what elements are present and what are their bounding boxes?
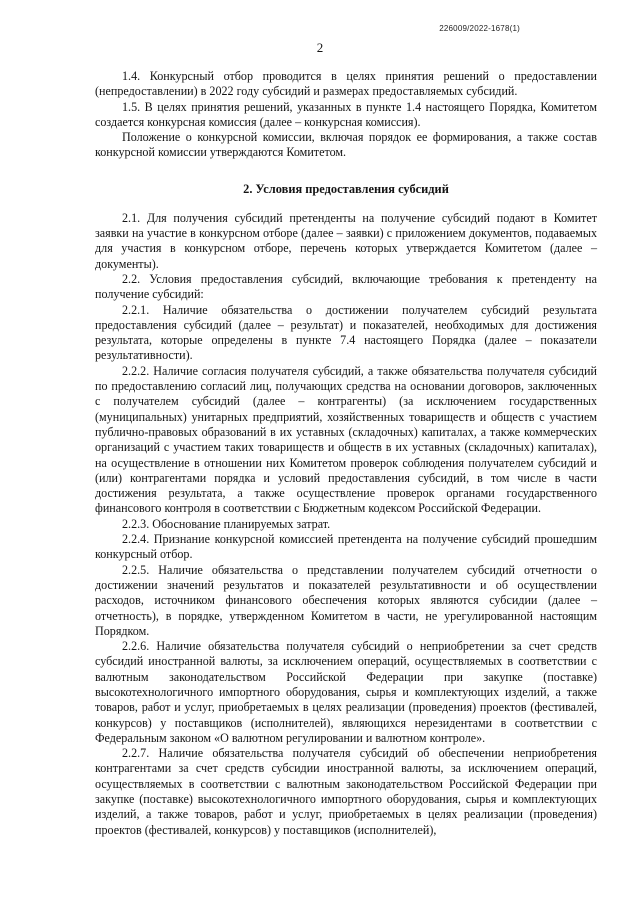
document-body [95,69,597,838]
paragraph-2-2: 2.2. Условия предоставления субсидий, включающие требования к претенденту на получение субсидий: [95,271,597,302]
paragraph-2-2-1: 2.2.1. Наличие обязательства о достижении получателем субсидий результата предоставления субсидий (далее – результат) и показателей, необходимых для достижения результата, которые определены в пункте 7.4 настоящего Порядка (далее – показатели результативности). [95,302,597,363]
paragraph-2-2-6: 2.2.6. Наличие обязательства получателя субсидий о неприобретении за счет средств субсидий иностранной валюты, за исключением операций, осуществляемых в соответствии с валютным законодательством Российской Федерации при закупке (поставке) высокотехнологичного импортного оборудования, сырья и комплектующих изделий, а также товаров, работ и услуг, приобретаемых в целях реализации (проведения) проектов (фестивалей, конкурсов) у поставщиков (исполнителей), являющихся нерезидентами в соответствии с Федеральным законом «О валютном регулировании и валютном контроле». [95,639,597,745]
page-number: 2 [316,40,324,55]
section-title: 2. Условия предоставления субсидий [243,181,449,196]
paragraph-2-2-2: 2.2.2. Наличие согласия получателя субсидий, а также обязательства получателя субсидий по предоставлению согласий лиц, получающих средства на основании договоров, заключенных с получателем субсидий (далее – контрагенты) (за исключением государственных (муниципальных) унитарных предприятий, хозяйственных товариществ и обществ с участием публично-правовых образований в их уставных (складочных) капиталах, а также коммерческих организаций с участием таких товариществ и обществ в их уставных (складочных) капиталах), на осуществление в отношении них Комитетом проверок соблюдения получателем субсидий и (или) контрагентами порядка и условий предоставления субсидий, в том числе в части достижения результата, а также осуществление проверок органами государственного финансового контроля в соответствии с Бюджетным кодексом Российской Федерации. [95,363,597,516]
paragraph-2-1: 2.1. Для получения субсидий претенденты на получение субсидий подают в Комитет заявки на участие в конкурсном отборе (далее – заявки) с приложением документов, подаваемых для участия в конкурсном отборе, перечень которых утверждается Комитетом (далее – документы). [95,210,597,271]
paragraph-2-2-7: 2.2.7. Наличие обязательства получателя субсидий об обеспечении неприобретения контрагентами за счет средств субсидии иностранной валюты, за исключением операций, осуществляемых в соответствии с валютным законодательством Российской Федерации при закупке (поставке) высокотехнологичного импортного оборудования, сырья и комплектующих изделий, а также товаров, работ и услуг, приобретаемых в целях реализации (проведения) проектов (фестивалей, конкурсов) у поставщиков (исполнителей), [95,746,597,837]
paragraph-2-2-3: 2.2.3. Обоснование планируемых затрат. [122,516,331,531]
paragraph-2-2-4: 2.2.4. Признание конкурсной комиссией претендента на получение субсидий прошедшим конкурсный отбор. [95,532,597,562]
document-number: 226009/2022-1678(1) [439,24,520,33]
paragraph-commission-regulation: Положение о конкурсной комиссии, включая порядок ее формирования, а также состав конкурсной комиссии утверждаются Комитетом. [95,130,597,160]
paragraph-1-4: 1.4. Конкурсный отбор проводится в целях принятия решений о предоставлении (непредоставлении) в 2022 году субсидий и размерах предоставляемых субсидий. [95,69,597,99]
paragraph-2-2-5: 2.2.5. Наличие обязательства о представлении получателем субсидий отчетности о достижении значений результатов и показателей результативности и об осуществлении расходов, источником финансового обеспечения которых являются субсидии (далее – отчетность), в порядке, утвержденном Комитетом в части, не урегулированной настоящим Порядком. [95,562,597,638]
paragraph-1-5: 1.5. В целях принятия решений, указанных в пункте 1.4 настоящего Порядка, Комитетом создается конкурсная комиссия (далее – конкурсная комиссия). [95,99,597,129]
